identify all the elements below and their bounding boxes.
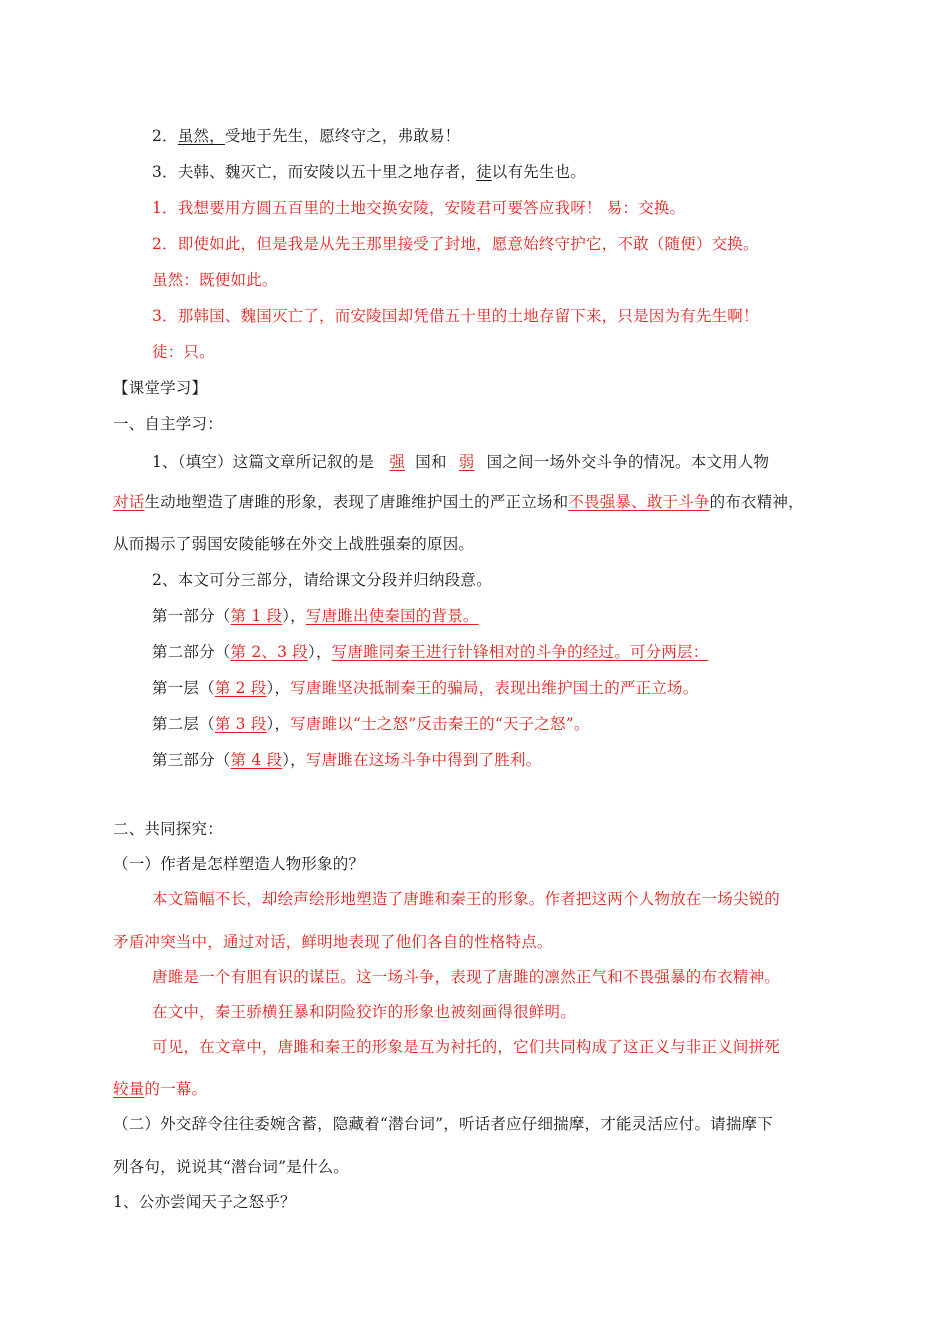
question-3-text-b: 以有先生也。	[491, 163, 586, 181]
question-2-keyword: 虽然，	[177, 127, 225, 145]
part-1	[152, 605, 479, 627]
heading-self-study: 一、自主学习：	[113, 415, 223, 433]
part-1-description: 写唐雎出使秦国的背景。	[305, 607, 479, 625]
answer-keyword: 较量	[113, 1080, 145, 1098]
answer-paragraph-1b: 矛盾冲突当中，通过对话，鲜明地表现了他们各自的性格特点。	[113, 933, 553, 951]
layer-2-close: ），	[266, 715, 291, 733]
answer-2: 2．即使如此，但是我是从先王那里接受了封地，愿意始终守护它，不敢（随便）交换。	[152, 235, 759, 253]
answer-3-note: 徒：只。	[152, 343, 215, 361]
layer-1-label: 第一层（	[152, 679, 215, 697]
heading-joint-exploration: 二、共同探究：	[113, 820, 223, 838]
answer-paragraph-4b-text: 的一幕。	[144, 1080, 208, 1098]
fill-question-text-e: 的布衣精神，	[709, 493, 804, 511]
fill-question-text-d: 生动地塑造了唐雎的形象，表现了唐雎维护国土的严正立场和	[144, 493, 569, 511]
answer-paragraph-3: 在文中，秦王骄横狂暴和阴险狡诈的形象也被刻画得很鲜明。	[152, 1003, 576, 1021]
fill-answer-spirit: 不畏强暴、敢于斗争	[568, 493, 710, 511]
part-3	[152, 749, 541, 771]
fill-question-text-a: 1、（填空）这篇文章所记叙的是	[152, 453, 380, 471]
fill-answer-strong: 强	[389, 453, 406, 471]
part-2-segment: 第 2、3 段	[230, 643, 308, 661]
fill-question-line-2	[113, 491, 804, 513]
divide-question: 2、本文可分三部分，请给课文分段并归纳段意。	[152, 571, 492, 589]
fill-question-text-c: 国之间一场外交斗争的情况。本文用人物	[486, 453, 770, 471]
answer-paragraph-4b	[113, 1078, 207, 1100]
layer-1-description: 写唐雎坚决抵制秦王的骗局，表现出维护国土的严正立场。	[290, 679, 699, 697]
answer-2-note: 虽然：既便如此。	[152, 271, 278, 289]
layer-1	[152, 677, 698, 699]
layer-1-segment: 第 2 段	[214, 679, 267, 697]
question-3	[152, 161, 586, 183]
part-2-close: ），	[308, 643, 332, 661]
part-2	[152, 641, 708, 663]
layer-2-segment: 第 3 段	[214, 715, 267, 733]
layer-2-label: 第二层（	[152, 715, 215, 733]
part-2-label: 第二部分（	[152, 643, 231, 661]
layer-2	[152, 713, 590, 735]
answer-3: 3．那韩国、魏国灭亡了，而安陵国却凭借五十里的土地存留下来，只是因为有先生啊！	[152, 307, 759, 325]
question-2-text: 受地于先生，愿终守之，弗敢易！	[224, 127, 461, 145]
sub-question-2b: 列各句，说说其“潜台词”是什么。	[113, 1158, 350, 1176]
last-question: 1、公亦尝闻天子之怒乎？	[113, 1193, 296, 1211]
answer-paragraph-4a: 可见，在文章中，唐雎和秦王的形象是互为衬托的，它们共同构成了这正义与非正义间拼死	[152, 1038, 781, 1056]
question-3-text-a: 3．夫韩、魏灭亡，而安陵以五十里之地存者，	[152, 163, 477, 181]
part-1-close: ），	[282, 607, 306, 625]
sub-question-1: （一）作者是怎样塑造人物形象的？	[113, 855, 365, 873]
sub-question-2a: （二）外交辞令往往委婉含蓄，隐藏着“潜台词”，听话者应仔细揣摩，才能灵活应付。请揣摩下	[113, 1115, 773, 1133]
fill-question-text-b: 国和	[415, 453, 447, 471]
question-2-number: 2．	[152, 127, 178, 145]
answer-paragraph-1a: 本文篇幅不长，却绘声绘形地塑造了唐雎和秦王的形象。作者把这两个人物放在一场尖锐的	[152, 890, 781, 908]
part-3-label: 第三部分（	[152, 751, 231, 769]
answer-1: 1．我想要用方圆五百里的土地交换安陵，安陵君可要答应我呀！ 易：交换。	[152, 199, 686, 217]
fill-question-line-1	[152, 451, 769, 473]
fill-answer-weak: 弱	[458, 453, 475, 471]
part-3-close: ），	[282, 751, 306, 769]
fill-question-line-3: 从而揭示了弱国安陵能够在外交上战胜强秦的原因。	[113, 535, 475, 553]
part-1-segment: 第 1 段	[230, 607, 283, 625]
layer-1-close: ），	[266, 679, 291, 697]
part-2-description: 写唐雎同秦王进行针锋相对的斗争的经过。可分两层：	[331, 643, 709, 661]
question-3-keyword: 徒	[476, 163, 492, 181]
layer-2-description: 写唐雎以“士之怒”反击秦王的“天子之怒”。	[290, 715, 590, 733]
answer-paragraph-2: 唐雎是一个有胆有识的谋臣。这一场斗争，表现了唐雎的凛然正气和不畏强暴的布衣精神。	[152, 968, 781, 986]
part-3-description: 写唐雎在这场斗争中得到了胜利。	[305, 751, 542, 769]
fill-answer-dialogue: 对话	[113, 493, 145, 511]
section-classroom-study: 【课堂学习】	[113, 379, 208, 397]
part-3-segment: 第 4 段	[230, 751, 283, 769]
question-2	[152, 125, 460, 147]
part-1-label: 第一部分（	[152, 607, 231, 625]
